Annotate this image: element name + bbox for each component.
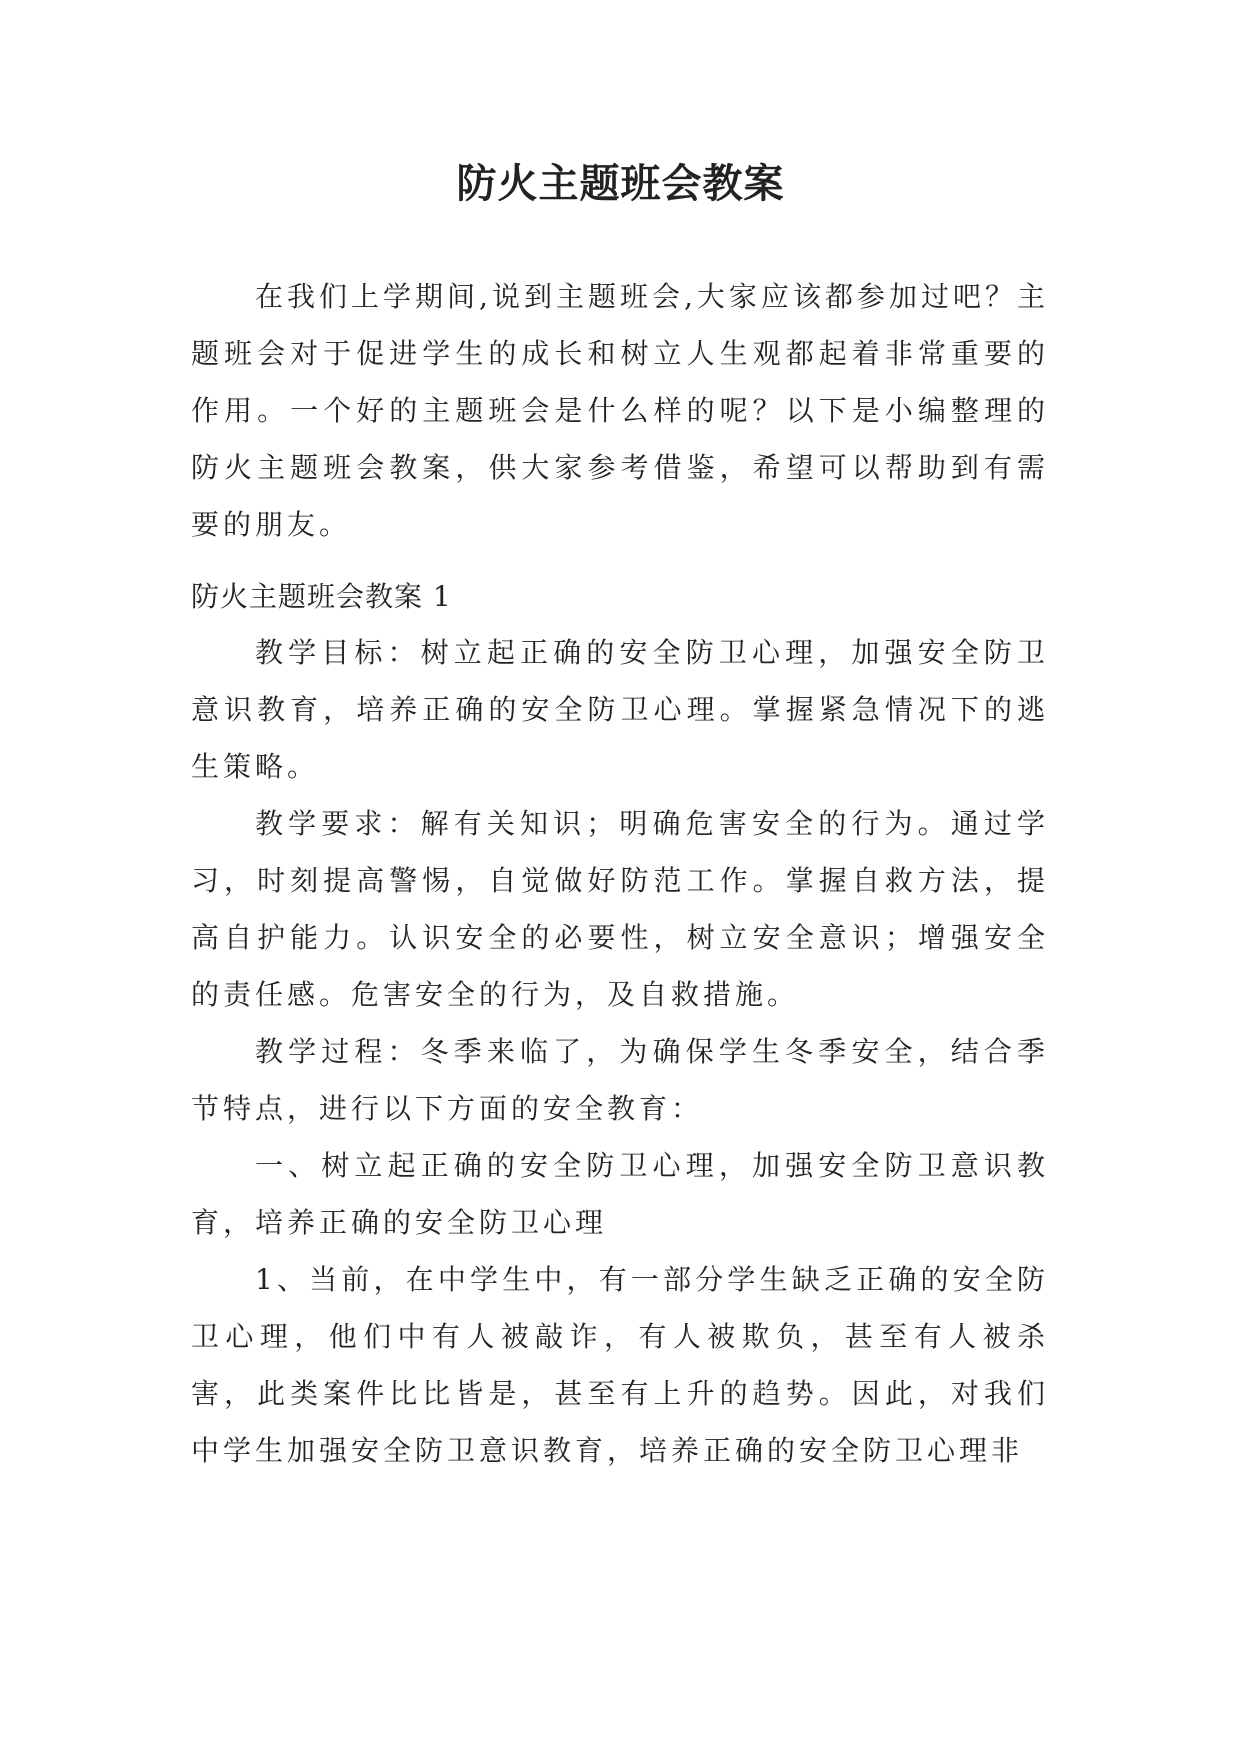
intro-paragraph: 在我们上学期间,说到主题班会,大家应该都参加过吧？主题班会对于促进学生的成长和树立人生观都起着非常重要的作用。一个好的主题班会是什么样的呢？以下是小编整理的防火主题班会教案，供大家参考借鉴，希望可以帮助到有需要的朋友。 (191, 280, 1049, 541)
paragraph-teaching-process: 教学过程：冬季来临了，为确保学生冬季安全，结合季节特点，进行以下方面的安全教育： (191, 1035, 1049, 1125)
paragraph-point-one: 一、树立起正确的安全防卫心理，加强安全防卫意识教育，培养正确的安全防卫心理 (191, 1149, 1049, 1239)
document-title: 防火主题班会教案 (456, 160, 785, 207)
paragraph-teaching-requirements: 教学要求：解有关知识；明确危害安全的行为。通过学习，时刻提高警惕，自觉做好防范工作。掌握自救方法，提高自护能力。认识安全的必要性，树立安全意识；增强安全的责任感。危害安全的行为，及自救措施。 (191, 807, 1049, 1011)
paragraph-teaching-goals: 教学目标：树立起正确的安全防卫心理，加强安全防卫意识教育，培养正确的安全防卫心理。掌握紧急情况下的逃生策略。 (191, 636, 1049, 783)
paragraph-item-1: 1、当前，在中学生中，有一部分学生缺乏正确的安全防卫心理，他们中有人被敲诈，有人被欺负，甚至有人被杀害，此类案件比比皆是，甚至有上升的趋势。因此，对我们中学生加强安全防卫意识教育，培养正确的安全防卫心理非 (191, 1263, 1049, 1467)
section-heading: 防火主题班会教案 1 (191, 580, 452, 613)
